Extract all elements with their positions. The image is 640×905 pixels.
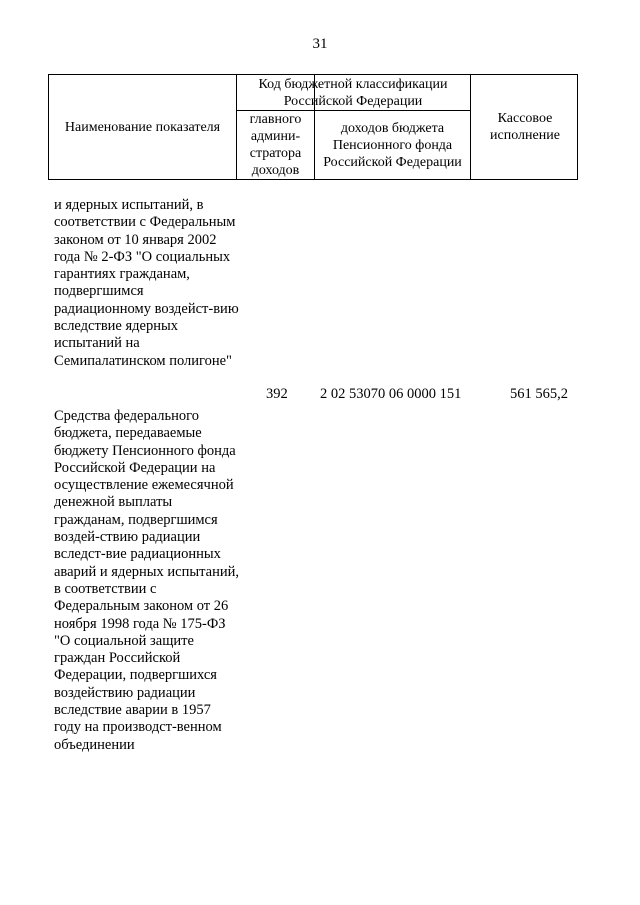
table-row-1-name: и ядерных испытаний, в соответствии с Федеральным законом от 10 января 2002 года № 2-ФЗ "О социальных гарантиях гражданам, подвергшимся радиационному воздейст-вию вследствие ядерных испытаний на Семипалатинском полигоне" [54,197,239,369]
header-cash-execution: Кассовое исполнение [490,111,560,143]
table-row-1-revenue-code: 2 02 53070 06 0000 151 [320,386,462,402]
page-number: 31 [312,36,328,52]
table-header [48,74,578,180]
table-row-1-admin-code: 392 [266,386,288,402]
table-row-2-name: Средства федерального бюджета, передаваемые бюджету Пенсионного фонда Российской Федерации на осуществление ежемесячной денежной выплаты гражданам, подвергшимся воздей-ствию радиации вследст-вие радиационных аварий и ядерных испытаний, в соответствии с Федеральным законом от 26 ноября 1998 года № 175-ФЗ "О социальной защите граждан Российской Федерации, подвергшихся воздействию радиации вследствие аварии в 1957 году на производст-венном объединении [54,408,239,753]
table-row-1-amount: 561 565,2 [510,386,568,402]
header-indicator-name: Наименование показателя [64,119,221,135]
column-divider [470,75,471,179]
header-chief-administrator: главного админи-стратора доходов [249,112,302,178]
header-pension-fund-revenue: доходов бюджета Пенсионного фонда Российской Федерации [323,120,462,170]
header-budget-classification-code: Код бюджетной классификации Российской Федерации [258,76,448,109]
